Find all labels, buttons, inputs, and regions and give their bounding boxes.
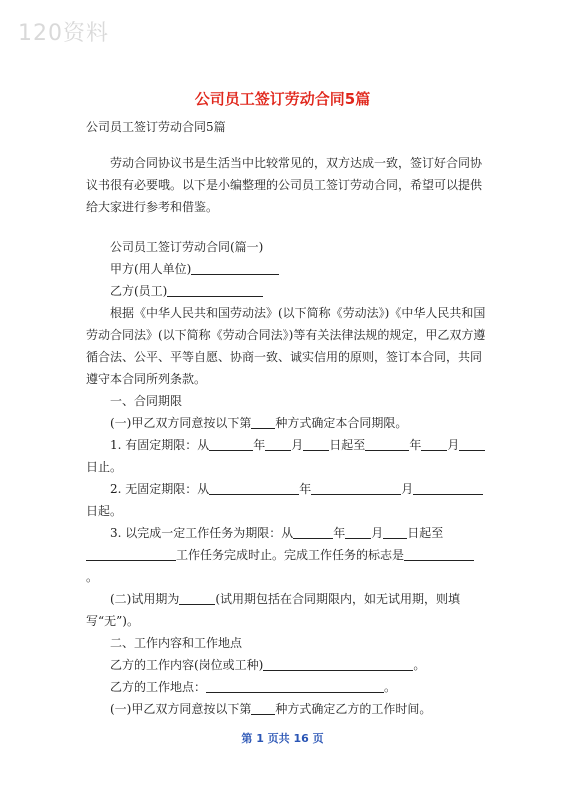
clause-term-method: (一)甲乙双方同意按以下第 种方式确定本合同期限。 (110, 416, 408, 430)
work-place-line: 乙方的工作地点： 。 (110, 680, 397, 694)
page-footer: 第 1 页共 16 页 (241, 732, 324, 745)
intro-paragraph: 劳动合同协议书是生活当中比较常见的，双方达成一致，签订好合同协议书很有必要哦。以下是小编整理的公司员工签订劳动合同，希望可以提供给大家进行参考和借鉴。 (86, 156, 483, 214)
party-a-line: 甲方(用人单位) (86, 258, 486, 280)
document-body (86, 116, 486, 720)
open-term-line: 2. 无固定期限：从 年 月日起。 (86, 478, 486, 522)
heading-contract-term: 一、合同期限 (110, 394, 183, 408)
subtitle: 公司员工签订劳动合同5篇 (86, 120, 226, 134)
heading-work-content: 二、工作内容和工作地点 (110, 636, 243, 650)
watermark-logo: 120资料 (18, 21, 109, 46)
party-b-line: 乙方(员工) (86, 280, 486, 302)
clause-work-time: (一)甲乙双方同意按以下第 种方式确定乙方的工作时间。 (110, 702, 432, 716)
job-content-line: 乙方的工作内容(岗位或工种) 。 (110, 658, 426, 672)
page-title: 公司员工签订劳动合同5篇 (194, 90, 371, 108)
trial-period-line: (二)试用期为 (试用期包括在合同期限内，如无试用期，则填写“无”)。 (86, 592, 461, 628)
task-term-line: 3. 以完成一定工作任务为期限：从 年 月 日起至工作任务完成时止。完成工作任务的标志是。 (86, 522, 486, 588)
legal-basis-paragraph: 根据《中华人民共和国劳动法》(以下简称《劳动法》)《中华人民共和国劳动合同法》(以下简称《劳动合同法》)等有关法律法规的规定，甲乙双方遵循合法、公平、平等自愿、协商一致、诚实信用的原则，签订本合同，共同遵守本合同所列条款。 (86, 306, 486, 386)
section-title: 公司员工签订劳动合同(篇一) (110, 240, 264, 254)
fixed-term-line: 1. 有固定期限：从 年 月 日起至 年 月日止。 (86, 434, 486, 478)
